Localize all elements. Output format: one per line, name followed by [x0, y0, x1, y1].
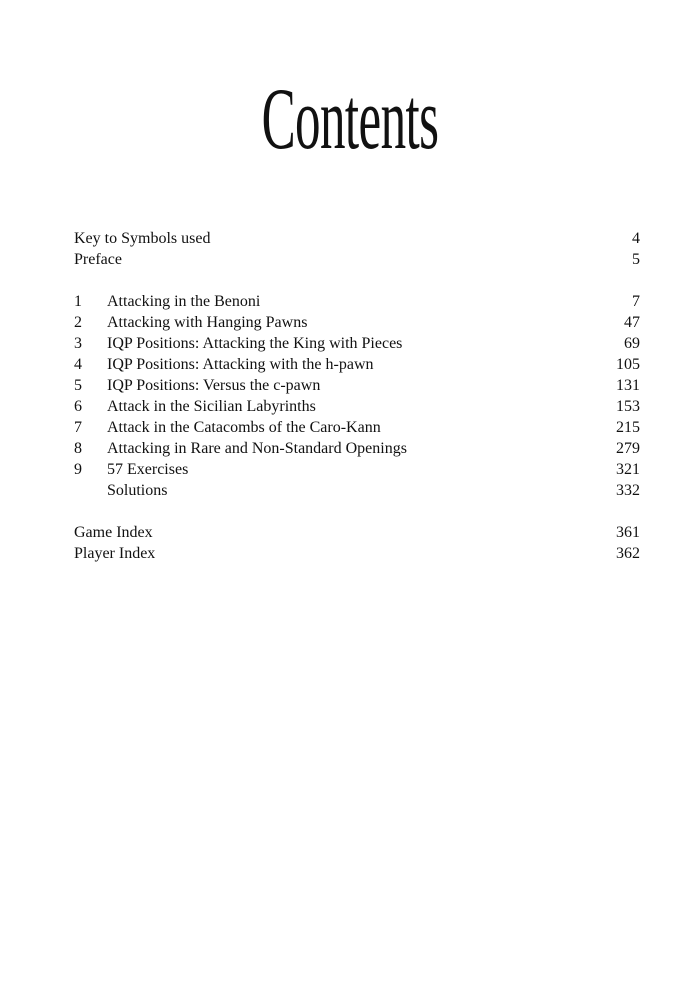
chapter-title: Attack in the Sicilian Labyrinths: [107, 398, 316, 415]
toc-chapter-7[interactable]: [74, 417, 640, 438]
toc-chapter-4[interactable]: [74, 354, 640, 375]
chapter-number: 9: [74, 461, 82, 478]
toc-chapter-8[interactable]: [74, 438, 640, 459]
chapter-title: IQP Positions: Attacking the King with Pieces: [107, 335, 403, 352]
toc-chapter-3[interactable]: [74, 333, 640, 354]
toc-entry-preface[interactable]: [74, 249, 640, 270]
chapter-list: [74, 291, 640, 501]
chapter-title: IQP Positions: Versus the c-pawn: [107, 377, 321, 394]
toc-entry-game-index[interactable]: [74, 522, 640, 543]
toc-entry-title: Game Index: [74, 524, 153, 541]
toc-solutions[interactable]: [74, 480, 640, 501]
chapter-page: 321: [616, 461, 640, 478]
chapter-page: 153: [616, 398, 640, 415]
chapter-title: Attacking with Hanging Pawns: [107, 314, 308, 331]
chapter-number: 3: [74, 335, 82, 352]
toc-chapter-9[interactable]: [74, 459, 640, 480]
toc-entry-page: 4: [632, 230, 640, 247]
toc-entry-page: 362: [616, 545, 640, 562]
toc-chapter-1[interactable]: [74, 291, 640, 312]
toc-chapter-2[interactable]: [74, 312, 640, 333]
chapter-page: 279: [616, 440, 640, 457]
table-of-contents: [74, 228, 640, 564]
toc-entry-key-to-symbols[interactable]: [74, 228, 640, 249]
toc-entry-page: 5: [632, 251, 640, 268]
chapter-number: 1: [74, 293, 82, 310]
toc-chapter-5[interactable]: [74, 375, 640, 396]
toc-entry-title: Player Index: [74, 545, 156, 562]
toc-entry-page: 361: [616, 524, 640, 541]
chapter-page: 131: [616, 377, 640, 394]
toc-entry-title: Preface: [74, 251, 122, 268]
page-title: Contents: [261, 71, 439, 168]
back-matter-list: [74, 522, 640, 564]
chapter-number: 6: [74, 398, 82, 415]
chapter-page: 7: [632, 293, 640, 310]
chapter-number: 8: [74, 440, 82, 457]
chapter-number: 7: [74, 419, 82, 436]
chapter-page: 69: [624, 335, 640, 352]
chapter-page: 215: [616, 419, 640, 436]
chapter-number: 4: [74, 356, 82, 373]
chapter-title: 57 Exercises: [107, 461, 189, 478]
chapter-title: Attacking in Rare and Non-Standard Openings: [107, 440, 407, 457]
chapter-number: 5: [74, 377, 82, 394]
chapter-title: Attack in the Catacombs of the Caro-Kann: [107, 419, 381, 436]
toc-entry-title: Key to Symbols used: [74, 230, 211, 247]
front-matter-list: [74, 228, 640, 270]
toc-entry-player-index[interactable]: [74, 543, 640, 564]
chapter-page: 47: [624, 314, 640, 331]
chapter-title: Attacking in the Benoni: [107, 293, 261, 310]
chapter-page: 332: [616, 482, 640, 499]
chapter-title: Solutions: [107, 482, 168, 499]
chapter-page: 105: [616, 356, 640, 373]
toc-chapter-6[interactable]: [74, 396, 640, 417]
chapter-number: 2: [74, 314, 82, 331]
chapter-title: IQP Positions: Attacking with the h-pawn: [107, 356, 374, 373]
